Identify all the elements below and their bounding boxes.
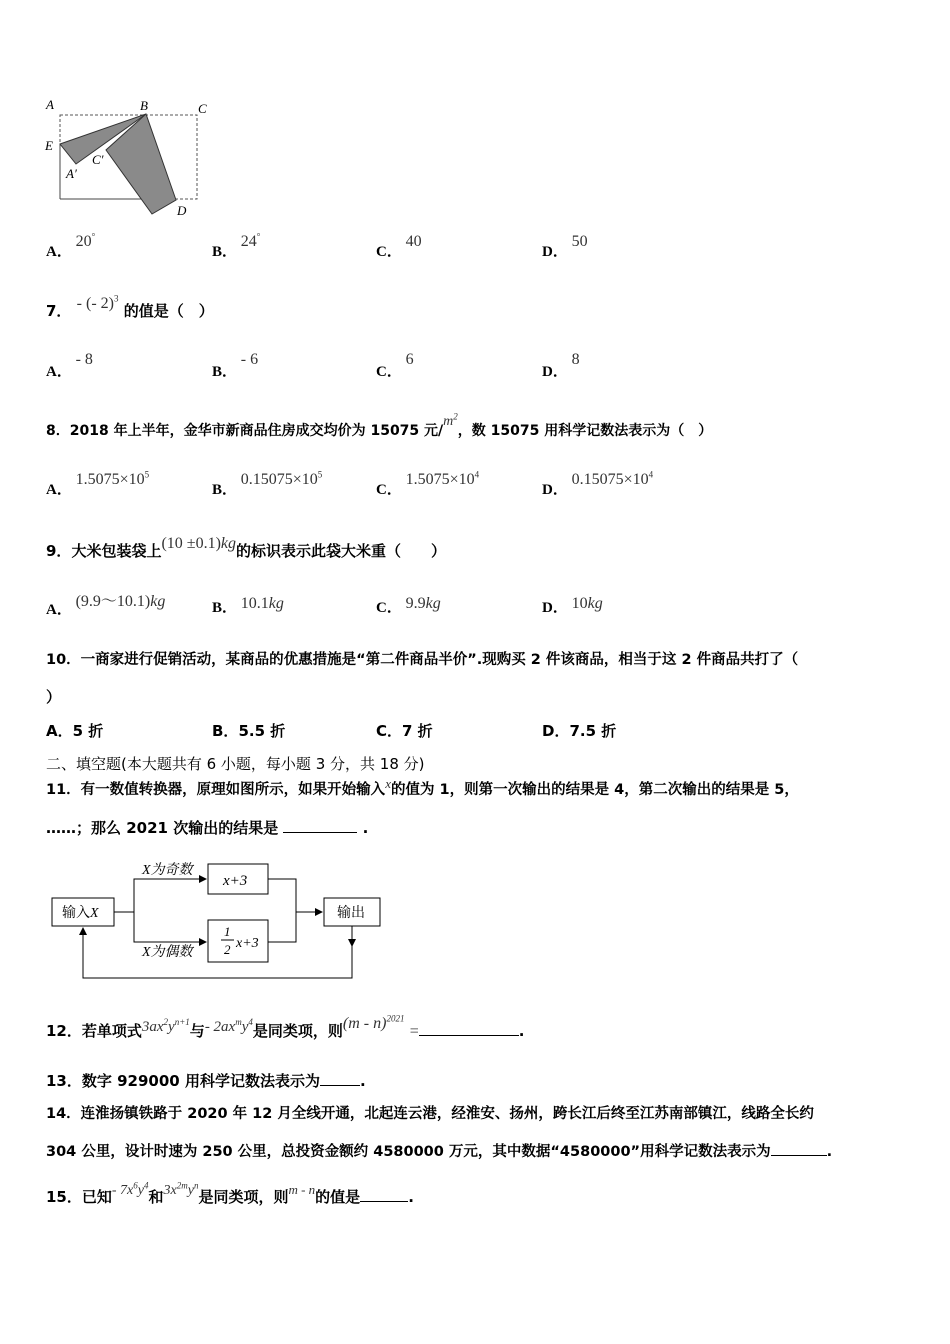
question-12: 12．若单项式$3ax^2y^{n+1}$与- $2ax^my^4$是同类项，则(m - n)$^{2021}$ = .: [46, 1013, 525, 1040]
q8-option-b[interactable]: B． $0.15075\times 10^5$: [212, 469, 323, 498]
q6-option-c-value: 40: [405, 233, 422, 250]
flow-split-to-even: [134, 912, 206, 942]
q7-option-a[interactable]: A． - 8: [46, 351, 93, 380]
q9-option-b[interactable]: B． 10.1kg: [212, 595, 284, 616]
q6-option-d[interactable]: D． 50: [542, 233, 588, 260]
label-A: A: [46, 97, 54, 112]
question-14-line2: 304 公里，设计时速为 250 公里，总投资金额约 4580000 万元，其中数据“4580000”用科学记数法表示为 .: [46, 1140, 832, 1161]
number-converter-flowchart: [46, 850, 396, 985]
output-box-label: 输出: [337, 906, 365, 921]
q9-option-a[interactable]: A． (9.9～10.1)kg: [46, 593, 166, 618]
even-branch-frac-den: 2: [224, 942, 231, 957]
q8-option-d[interactable]: D． $0.15075\times 10^4$: [542, 469, 654, 498]
q6-option-c[interactable]: C． 40: [376, 233, 422, 260]
question-10-line2: ）: [46, 688, 62, 706]
q6-option-a-value: 20°: [75, 231, 96, 250]
q6-option-a[interactable]: A． 20°: [46, 231, 96, 260]
label-B: B: [140, 98, 148, 113]
q10-option-c[interactable]: C．7 折: [376, 722, 433, 740]
question-7: 7． - (- 2)$^3$ 的值是（ ）: [46, 293, 214, 320]
input-box-label: 输入X: [62, 906, 99, 921]
label-A-prime: A′: [66, 166, 77, 181]
q10-option-b[interactable]: B．5.5 折: [212, 722, 286, 740]
flow-odd-to-merge: [268, 879, 296, 912]
q10-option-d[interactable]: D．7.5 折: [542, 722, 617, 740]
q6-option-d-value: 50: [571, 233, 588, 250]
even-branch-frac-num: 1: [224, 924, 231, 939]
q7-option-c[interactable]: C． 6: [376, 351, 414, 380]
question-14-line1: 14．连淮扬镇铁路于 2020 年 12 月全线开通，北起连云港，经淮安、扬州，跨长江后终至江苏南部镇江，线路全长约: [46, 1106, 814, 1122]
question-9: 9．大米包装袋上(10 ±0.1)kg的标识表示此袋大米重（ ）: [46, 535, 447, 560]
q9-option-c[interactable]: C． 9.9kg: [376, 595, 441, 616]
question-13: 13．数字 929000 用科学记数法表示为 .: [46, 1072, 366, 1090]
label-C: C: [198, 101, 207, 116]
even-branch-formula: x+3: [236, 936, 259, 951]
q11-answer-blank[interactable]: [283, 818, 357, 833]
q8-option-c[interactable]: C． $1.5075\times 10^4$: [376, 469, 480, 498]
odd-branch-formula: x+3: [223, 873, 248, 889]
q12-answer-blank[interactable]: [419, 1021, 519, 1036]
q10-option-a[interactable]: A．5 折: [46, 722, 104, 740]
flow-even-to-merge: [268, 912, 296, 942]
question-10-line1: 10．一商家进行促销活动，某商品的优惠措施是“第二件商品半价”.现购买 2 件该商品，相当于这 2 件商品共打了（: [46, 652, 799, 668]
q6-option-b[interactable]: B． 24°: [212, 231, 261, 260]
question-15: 15．已知- $7x^6y^4$和$3x^{2m}y^n$是同类项，则m - n的值是 .: [46, 1180, 414, 1206]
flow-split-to-odd: [134, 879, 206, 912]
label-C-prime: C′: [92, 152, 104, 167]
label-D: D: [177, 203, 187, 218]
even-branch-label: X为偶数: [142, 945, 193, 960]
q8-option-a[interactable]: A． $1.5075\times 10^5$: [46, 469, 150, 498]
label-E: E: [45, 138, 53, 153]
question-8: 8．2018 年上半年，金华市新商品住房成交均价为 15075 元$/m^2$，数 15075 用科学记数法表示为（ ）: [46, 411, 713, 439]
section-2-title: 二、填空题(本大题共有 6 小题，每小题 3 分，共 18 分): [46, 755, 425, 773]
q6-option-b-value: 24°: [240, 231, 261, 250]
q7-option-b[interactable]: B． - 6: [212, 351, 259, 380]
folded-rectangle-figure: [40, 92, 220, 222]
q14-answer-blank[interactable]: [771, 1141, 827, 1156]
q13-answer-blank[interactable]: [320, 1071, 360, 1086]
odd-branch-label: X为奇数: [142, 863, 193, 878]
q15-answer-blank[interactable]: [360, 1187, 408, 1202]
q9-option-d[interactable]: D． 10kg: [542, 595, 603, 616]
question-11-line1: 11．有一数值转换器，原理如图所示，如果开始输入x的值为 1，则第一次输出的结果是 4，第二次输出的结果是 5，: [46, 776, 799, 798]
question-11-line2: ……；那么 2021 次输出的结果是 .: [46, 819, 369, 837]
q7-option-d[interactable]: D． 8: [542, 351, 580, 380]
